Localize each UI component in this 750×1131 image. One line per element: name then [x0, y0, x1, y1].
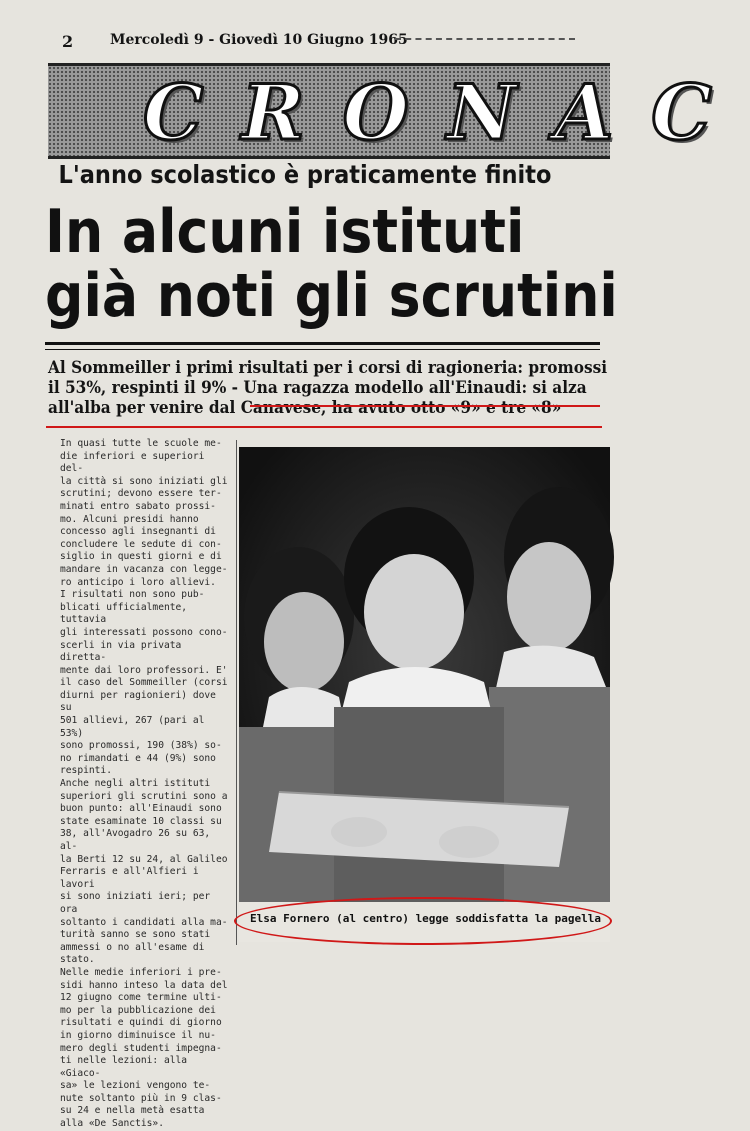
red-ellipse-highlight [234, 897, 612, 945]
body-line: Ferraris e all'Alfieri i lavori [60, 866, 199, 890]
body-line: die inferiori e superiori del- [60, 450, 205, 475]
body-line: 501 allievi, 267 (pari al 53%) [60, 715, 205, 739]
body-line: I risultati non sono pub- [60, 589, 205, 601]
red-underline-1 [250, 405, 600, 407]
deck-line-1: Al Sommeiller i primi risultati per i corsi di ragioneria: promossi [48, 358, 608, 377]
body-line: respinti. [60, 765, 112, 777]
body-line: sa» le lezioni vengono te- [60, 1080, 211, 1092]
body-line: siglio in questi giorni e di [60, 551, 222, 563]
body-line: scerli in via privata diretta- [60, 639, 182, 664]
body-line: Anche negli altri istituti [60, 778, 211, 790]
body-line: In quasi tutte le scuole me- [60, 438, 222, 449]
headline-rule [45, 342, 600, 345]
article-headline [45, 197, 618, 331]
body-line: sono promossi, 190 (38%) so- [60, 740, 222, 752]
body-line: la Berti 12 su 24, al Galileo [60, 853, 228, 865]
body-line: mero degli studenti impegna- [60, 1042, 222, 1054]
body-line: state esaminate 10 classi su [60, 815, 222, 827]
body-line: turità sanno se sono stati [60, 929, 211, 941]
page-number: 2 [62, 32, 74, 51]
headline-rule-thin [45, 349, 600, 350]
body-line: diurni per ragionieri) dove su [60, 689, 216, 714]
body-line: stato. [60, 954, 95, 966]
body-line: 38, all'Avogadro 26 su 63, al- [60, 828, 211, 852]
body-line: mandare in vacanza con legge- [60, 563, 228, 575]
body-line: alla «De Sanctis». [60, 1118, 164, 1130]
body-line: ro anticipo i loro allievi. [60, 576, 216, 588]
article-photo [239, 447, 610, 902]
body-line: no rimandati e 44 (9%) sono [60, 752, 216, 764]
body-line: nute soltanto più in 9 clas- [60, 1092, 222, 1104]
body-line: blicati ufficialmente, tuttavia [60, 601, 188, 626]
body-line: risultati e quindi di giorno [60, 1017, 222, 1029]
photo-illustration [239, 447, 610, 902]
body-line: sidi hanno inteso la data del [60, 979, 228, 991]
body-line: mente dai loro professori. E' [60, 664, 228, 676]
body-line: minati entro sabato prossi- [60, 500, 216, 512]
photo-caption: Elsa Fornero (al centro) legge soddisfatta la pagella [250, 912, 601, 925]
body-line: Nelle medie inferiori i pre- [60, 966, 222, 978]
body-line: ti nelle lezioni: alla «Giaco- [60, 1055, 188, 1079]
deck-line-3: all'alba per venire dal Canavese, ha avuto otto «9» e tre «8» [48, 398, 562, 417]
body-line: ammessi o no all'esame di [60, 941, 205, 953]
header-dash-rule [395, 38, 575, 40]
body-line: buon punto: all'Einaudi sono [60, 803, 222, 815]
body-line: su 24 e nella metà esatta [60, 1105, 205, 1117]
body-line: il caso del Sommeiller (corsi [60, 677, 228, 689]
section-banner [48, 63, 750, 159]
body-line: mo per la pubblicazione dei [60, 1004, 216, 1016]
column-divider [236, 440, 237, 945]
body-line: gli interessati possono cono- [60, 626, 228, 638]
headline-line-1: In alcuni istituti [45, 197, 525, 267]
body-line: soltanto i candidati alla ma- [60, 916, 228, 928]
body-line: 12 giugno come termine ulti- [60, 992, 222, 1004]
deck-line-2: il 53%, respinti il 9% - Una ragazza modello all'Einaudi: si alza [48, 378, 587, 397]
body-line: in giorno diminuisce il nu- [60, 1029, 216, 1041]
body-line: scrutini; devono essere ter- [60, 488, 222, 500]
headline-line-2: già noti gli scrutini [45, 261, 618, 331]
body-line: concludere le sedute di con- [60, 538, 222, 550]
issue-date: Mercoledì 9 - Giovedì 10 Giugno 1965 [110, 32, 408, 48]
red-underline-2 [46, 426, 602, 428]
body-line: mo. Alcuni presidi hanno [60, 513, 199, 525]
section-title: CRONAC [143, 68, 750, 157]
page-header [40, 30, 600, 52]
article-deck [48, 358, 608, 418]
body-line: la città si sono iniziati gli [60, 475, 228, 487]
body-line: concesso agli insegnanti di [60, 526, 216, 538]
article-kicker: L'anno scolastico è praticamente finito [58, 160, 552, 189]
body-line: superiori gli scrutini sono a [60, 790, 228, 802]
article-body [60, 438, 232, 1131]
body-line: si sono iniziati ieri; per ora [60, 891, 211, 915]
